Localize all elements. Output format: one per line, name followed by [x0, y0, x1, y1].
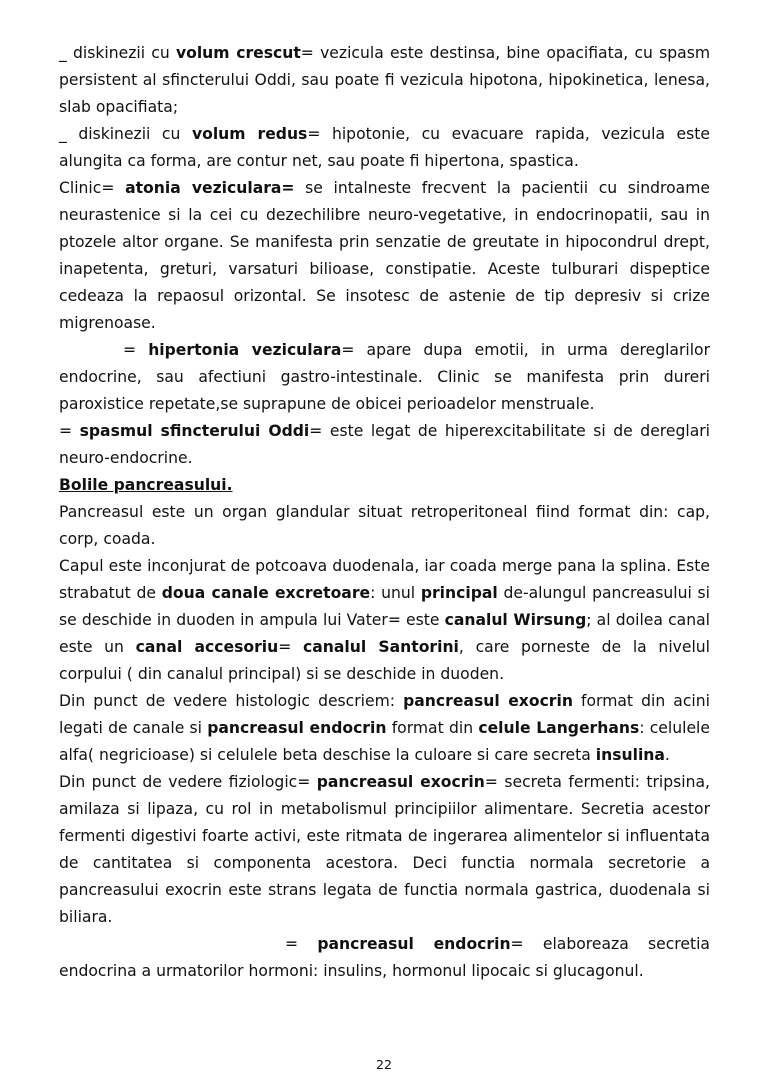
paragraph	[59, 931, 710, 985]
bold-term: principal	[420, 584, 498, 602]
text-run: = elaboreaza secretia endocrina a urmatorilor hormoni: insulins, hormonul lipocaic si glucagonul.	[59, 935, 710, 980]
bold-term: canalul Santorini	[303, 638, 459, 656]
bold-term: pancreasul exocrin	[316, 773, 485, 791]
bold-term: insulina	[595, 746, 665, 764]
bold-term: pancreasul endocrin	[207, 719, 387, 737]
text-run: = vezicula este destinsa, bine opacifiata, cu spasm persistent al sfincterului Oddi, sau poate fi vezicula hipotona, hipokinetica, lenesa, slab opacifiata;	[59, 44, 711, 116]
paragraph	[59, 418, 710, 472]
text-run: = apare dupa emotii, in urma dereglarilor endocrine, sau afectiuni gastro-intestinale. Clinic se manifesta prin dureri paroxistice repetate,se suprapune de obicei perioadelor menstruale.	[59, 341, 711, 413]
bold-term: pancreasul exocrin	[403, 692, 573, 710]
text-run: =	[123, 341, 149, 359]
text-run: =	[278, 638, 304, 656]
bold-term: celule Langerhans	[478, 719, 640, 737]
page-number: 22	[376, 1057, 392, 1072]
bold-term: volum redus	[191, 125, 308, 143]
text-run: : celulele alfa( negricioase) si celulele beta deschise la culoare si care secreta	[59, 719, 710, 764]
text-run: = hipotonie, cu evacuare rapida, vezicula este alungita ca forma, are contur net, sau poate fi hipertona, spastica.	[59, 125, 710, 170]
bold-term: hipertonia veziculara	[148, 341, 342, 359]
paragraph	[59, 40, 710, 121]
text-run: = este legat de hiperexcitabilitate si de dereglari neuro-endocrine.	[59, 422, 710, 467]
paragraph	[59, 121, 710, 175]
bold-term: spasmul sfincterului Oddi	[79, 422, 310, 440]
paragraph	[59, 499, 710, 553]
text-run: = secreta fermenti: tripsina, amilaza si lipaza, cu rol in metabolismul principiilor alimentare. Secretia acestor fermenti digestivi foarte activi, este ritmata de ingerarea alimentelor si influentata de cantitatea si componenta acestora. Deci functia normala secretorie a pancreasului exocrin este strans legata de functia normala gastrica, duodenala si biliara.	[59, 773, 710, 926]
text-run: =	[285, 935, 318, 953]
text-run: format din	[386, 719, 479, 737]
text-run: Bolile pancreasului.	[59, 476, 233, 494]
text-run: .	[664, 746, 670, 764]
paragraph	[59, 769, 710, 931]
paragraph	[59, 553, 710, 688]
text-run: Din punct de vedere histologic descriem:	[59, 692, 404, 710]
bold-term: atonia veziculara=	[125, 179, 295, 197]
text-run: se intalneste frecvent la pacientii cu sindroame neurastenice si la cei cu dezechilibre neuro-vegetative, in endocrinopatii, sau in ptozele altor organe. Se manifesta prin senzatie de greutate in hipocondrul drept, inapetenta, greturi, varsaturi bilioase, constipatie. Aceste tulburari dispeptice cedeaza la repaosul orizontal. Se insotesc de astenie de tip depresiv si crize migrenoase.	[59, 179, 710, 332]
text-run: format din acini legati de canale si	[59, 692, 710, 737]
section-heading	[59, 472, 710, 499]
text-run: : unul	[370, 584, 421, 602]
bold-term: pancreasul endocrin	[317, 935, 511, 953]
paragraph	[59, 688, 710, 769]
text-run: Clinic=	[59, 179, 126, 197]
text-run: de-alungul pancreasului si se deschide in duoden in ampula lui Vater= este	[59, 584, 710, 629]
text-run: Capul este inconjurat de potcoava duodenala, iar coada merge pana la splina. Este strabatut de	[59, 557, 710, 602]
text-run: ; al doilea canal este un	[59, 611, 710, 656]
bold-term: volum crescut	[175, 44, 301, 62]
text-run: Din punct de vedere fiziologic=	[59, 773, 317, 791]
text-run: _ diskinezii cu	[59, 125, 192, 143]
bold-term: doua canale excretoare	[161, 584, 371, 602]
text-run: =	[59, 422, 80, 440]
page-body	[59, 40, 710, 985]
paragraph	[59, 175, 710, 337]
text-run: , care porneste de la nivelul corpului ( din canalul principal) si se deschide in duoden.	[59, 638, 711, 683]
bold-term: canalul Wirsung	[444, 611, 587, 629]
text-run: Pancreasul este un organ glandular situat retroperitoneal fiind format din: cap, corp, coada.	[59, 503, 710, 548]
bold-term: canal accesoriu	[135, 638, 279, 656]
text-run: _ diskinezii cu	[59, 44, 176, 62]
paragraph	[59, 337, 710, 418]
